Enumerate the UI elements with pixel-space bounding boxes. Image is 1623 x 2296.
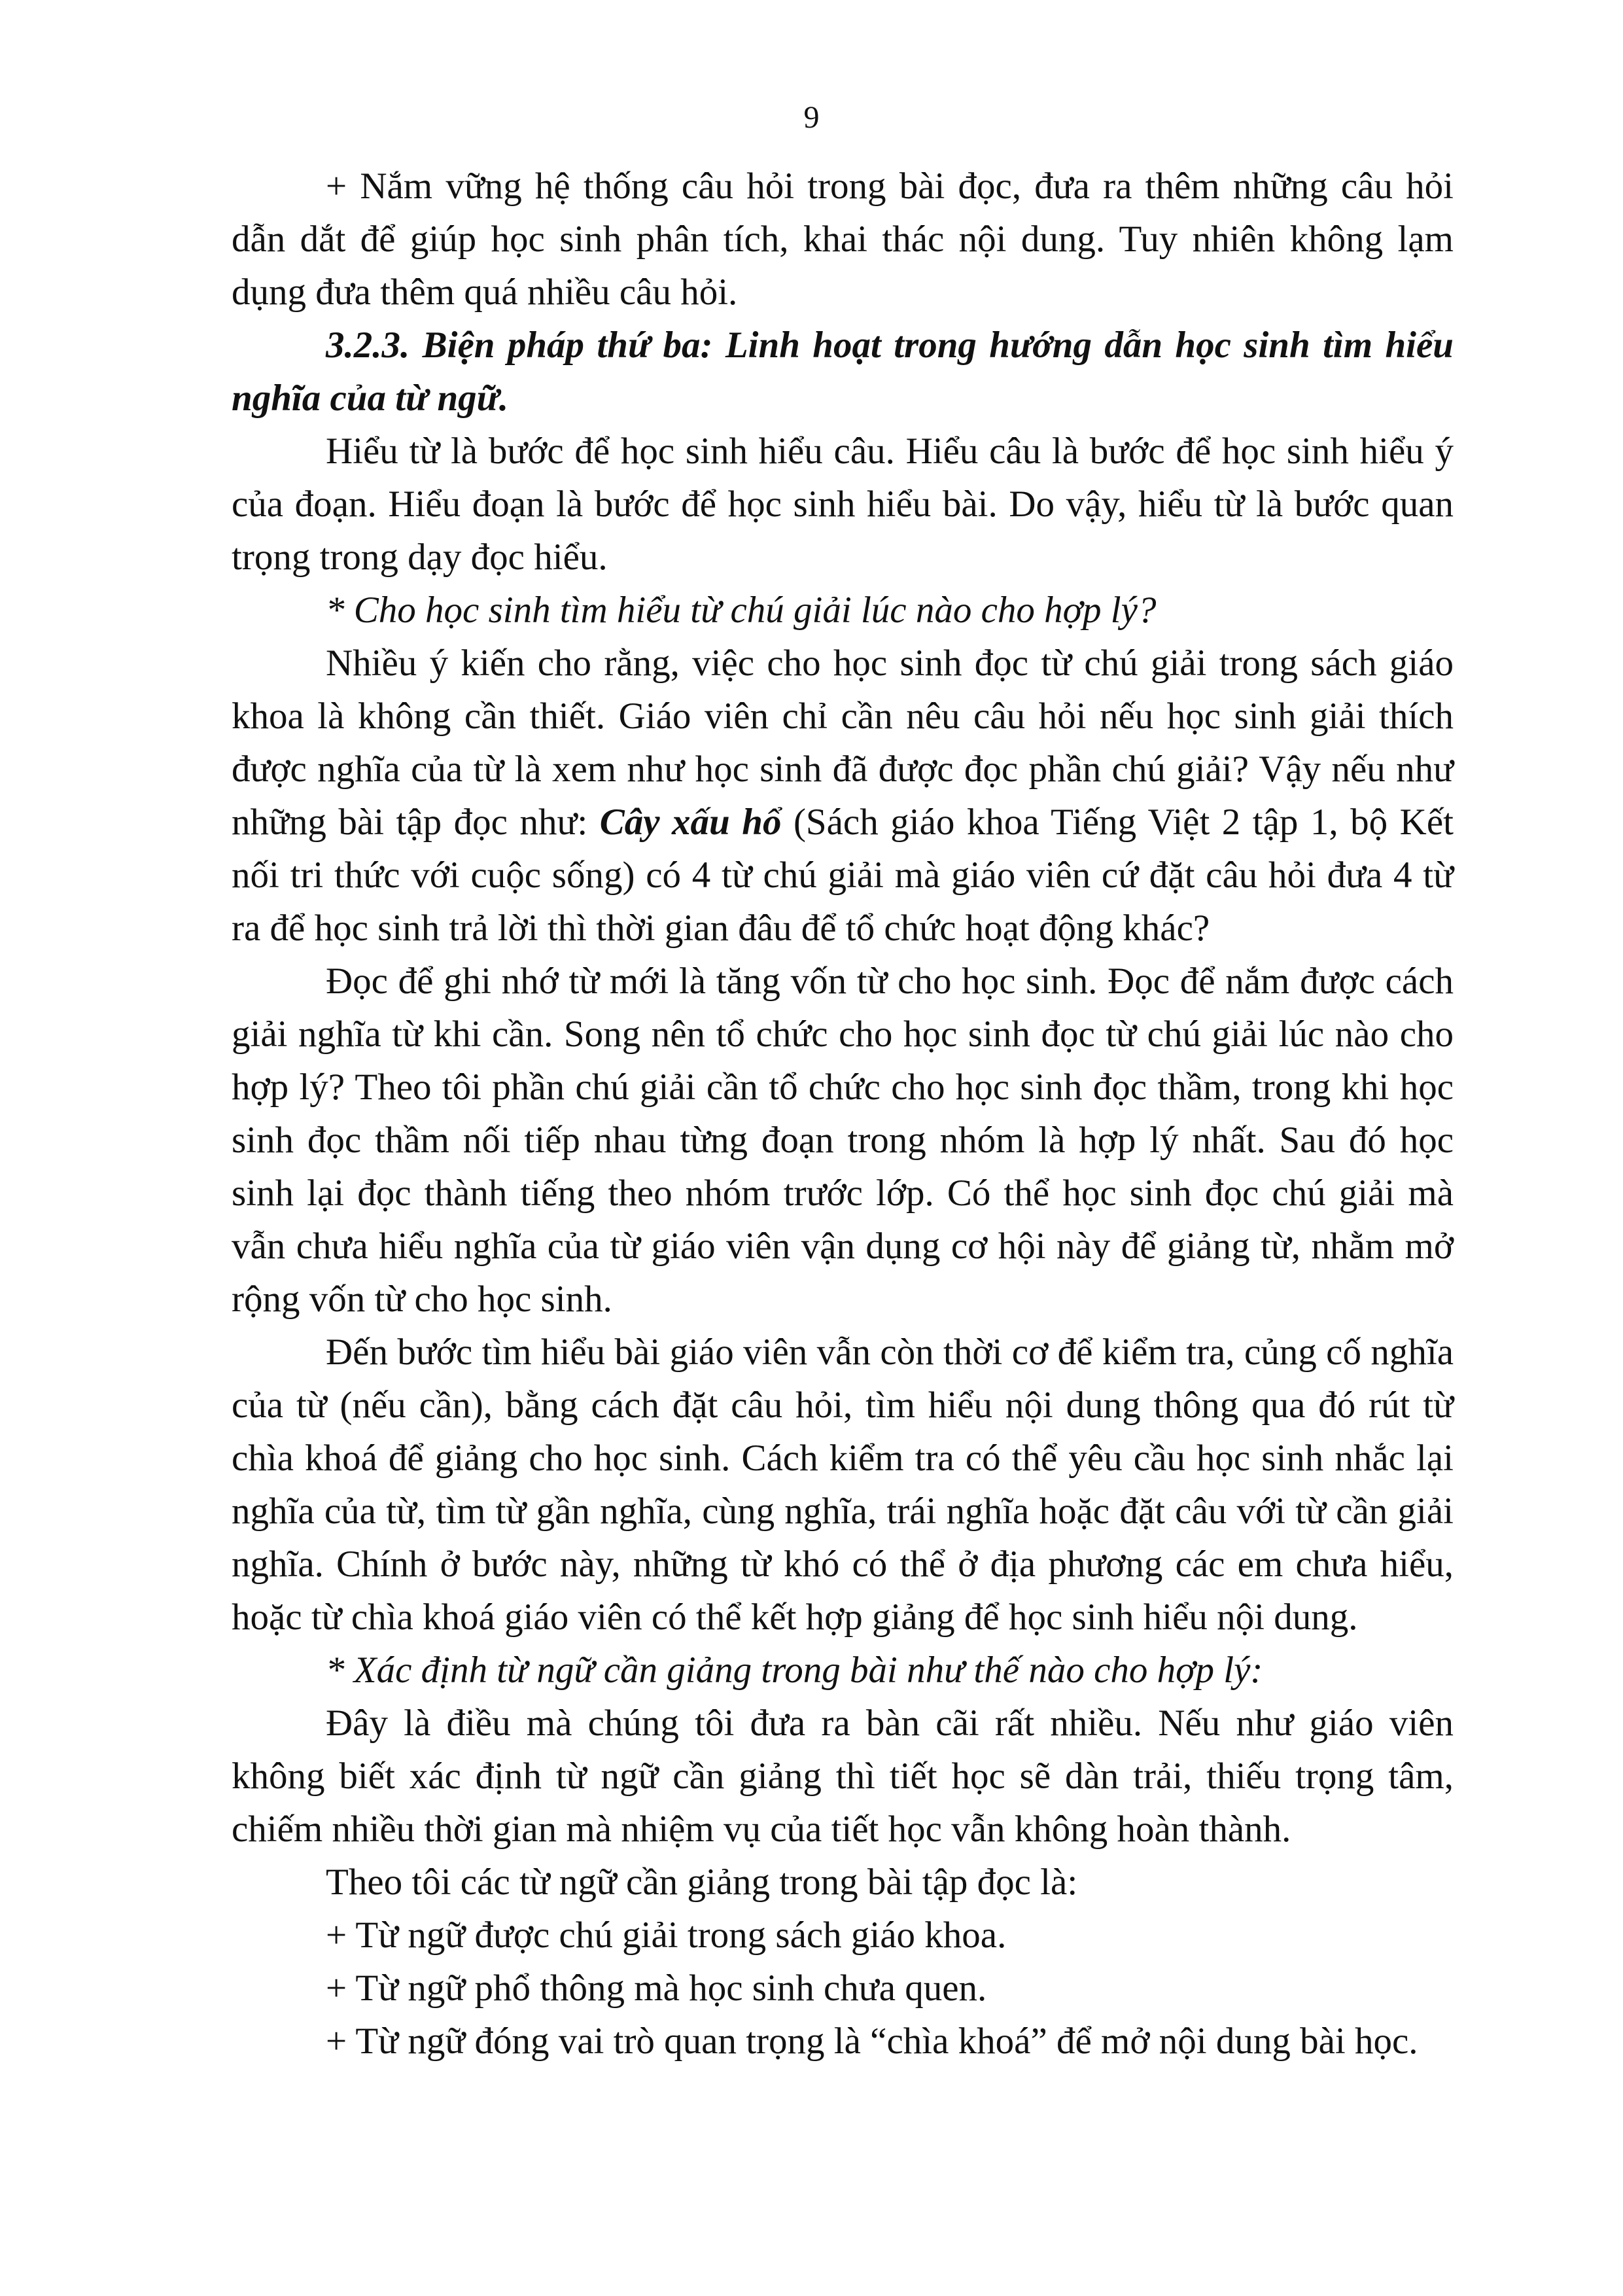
book-title: Cây xấu hổ [599,802,782,843]
list-item: + Từ ngữ được chú giải trong sách giáo khoa. [326,1915,1007,1956]
paragraph-5: Đến bước tìm hiểu bài giáo viên vẫn còn thời cơ để kiểm tra, củng cố nghĩa của từ (nếu cần), bằng cách đặt câu hỏi, tìm hiểu nội dung thông qua đó rút từ chìa khoá để giảng cho học sinh. Cách kiểm tra có thể yêu cầu học sinh nhắc lại nghĩa của từ, tìm từ gần nghĩa, cùng nghĩa, trái nghĩa hoặc đặt câu với từ cần giải nghĩa. Chính ở bước này, những từ khó có thể ở địa phương các em chưa hiểu, hoặc từ chìa khoá giáo viên có thể kết hợp giảng để học sinh hiểu nội dung. [232,1332,1454,1638]
subheading-1: * Cho học sinh tìm hiểu từ chú giải lúc nào cho hợp lý? [326,590,1157,631]
paragraph-4: Đọc để ghi nhớ từ mới là tăng vốn từ cho học sinh. Đọc để nắm được cách giải nghĩa từ khi cần. Song nên tổ chức cho học sinh đọc từ chú giải lúc nào cho hợp lý? Theo tôi phần chú giải cần tổ chức cho học sinh đọc thầm, trong khi học sinh đọc thầm nối tiếp nhau từng đoạn trong nhóm là hợp lý nhất. Sau đó học sinh lại đọc thành tiếng theo nhóm trước lớp. Có thể học sinh đọc chú giải mà vẫn chưa hiểu nghĩa của từ giáo viên vận dụng cơ hội này để giảng từ, nhằm mở rộng vốn từ cho học sinh. [232,961,1454,1320]
paragraph-1: + Nắm vững hệ thống câu hỏi trong bài đọc, đưa ra thêm những câu hỏi dẫn dắt để giúp học sinh phân tích, khai thác nội dung. Tuy nhiên không lạm dụng đưa thêm quá nhiều câu hỏi. [232,166,1454,313]
paragraph-3-part-b: (Sách giáo khoa Tiếng Việt 2 tập 1, bộ Kết nối tri thức với cuộc sống) có 4 từ chú giải mà giáo viên cứ đặt câu hỏi đưa 4 từ ra để học sinh trả lời thì thời gian đâu để tổ chức hoạt động khác? [232,802,1454,949]
page-number: 9 [803,100,820,135]
paragraph-6: Đây là điều mà chúng tôi đưa ra bàn cãi rất nhiều. Nếu như giáo viên không biết xác định từ ngữ cần giảng thì tiết học sẽ dàn trải, thiếu trọng tâm, chiếm nhiều thời gian mà nhiệm vụ của tiết học vẫn không hoàn thành. [232,1703,1454,1850]
subheading-2: * Xác định từ ngữ cần giảng trong bài như thế nào cho hợp lý: [326,1650,1263,1691]
section-heading: 3.2.3. Biện pháp thứ ba: Linh hoạt trong hướng dẫn học sinh tìm hiểu nghĩa của từ ngữ. [232,325,1454,419]
paragraph-3-part-a: Nhiều ý kiến cho rằng, việc cho học sinh đọc từ chú giải trong sách giáo khoa là không cần thiết. Giáo viên chỉ cần nêu câu hỏi nếu học sinh giải thích được nghĩa của từ là xem như học sinh đã được đọc phần chú giải? Vậy nếu như những bài tập đọc như: [232,643,1454,843]
body-text [232,160,1454,2068]
list-item: + Từ ngữ đóng vai trò quan trọng là “chìa khoá” để mở nội dung bài học. [326,2021,1418,2062]
paragraph-3 [232,637,1454,955]
list-item: + Từ ngữ phổ thông mà học sinh chưa quen. [326,1968,987,2009]
paragraph-7: Theo tôi các từ ngữ cần giảng trong bài tập đọc là: [326,1862,1078,1903]
paragraph-2: Hiểu từ là bước để học sinh hiểu câu. Hiểu câu là bước để học sinh hiểu ý của đoạn. Hiểu đoạn là bước để học sinh hiểu bài. Do vậy, hiểu từ là bước quan trọng trong dạy đọc hiểu. [232,431,1454,578]
